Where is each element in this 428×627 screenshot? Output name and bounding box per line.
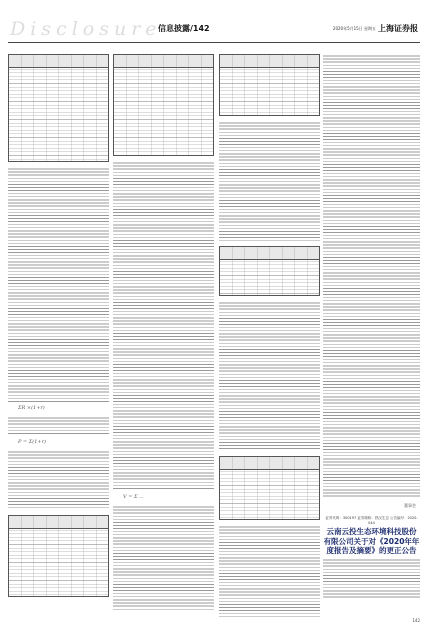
masthead-word: Disclosure bbox=[10, 18, 162, 40]
financial-table bbox=[113, 54, 214, 156]
body-text-block bbox=[323, 558, 420, 598]
announcement-code: 证券代码：300197 证券简称：铁汉生态 公告编号：2020-044 bbox=[325, 516, 418, 525]
announcement-heading bbox=[323, 513, 420, 558]
financial-table bbox=[219, 54, 320, 116]
body-text-block bbox=[8, 167, 109, 402]
column-4 bbox=[323, 54, 420, 619]
body-text-block bbox=[219, 301, 320, 451]
page-header bbox=[8, 18, 420, 43]
body-text-block bbox=[219, 525, 320, 619]
financial-table bbox=[219, 246, 320, 296]
body-text-block bbox=[8, 416, 109, 436]
body-text-block bbox=[219, 121, 320, 241]
body-text-block bbox=[113, 505, 214, 610]
column-2 bbox=[113, 54, 214, 619]
formula: V = Σ ... bbox=[123, 494, 144, 500]
section-label: 信息披露/142 bbox=[158, 24, 210, 33]
dateline: 2020年5月15日 星期五 bbox=[332, 26, 376, 31]
signature-line: 董事会 bbox=[404, 503, 416, 508]
announcement-title: 云南云投生态环境科技股份有限公司关于对《2020年年度报告及摘要》的更正公告 bbox=[323, 527, 420, 555]
formula: P = Σ(1+r) bbox=[18, 439, 46, 445]
column-1 bbox=[8, 54, 109, 619]
body-text-block bbox=[113, 161, 214, 491]
column-3 bbox=[219, 54, 320, 619]
formula: ΣR ×(1+r) bbox=[18, 405, 45, 411]
page-number: 142 bbox=[412, 618, 420, 623]
financial-table bbox=[219, 456, 320, 520]
financial-table bbox=[8, 515, 109, 597]
body-text-block bbox=[8, 450, 109, 510]
body-text-block bbox=[323, 54, 420, 499]
newspaper-name: 上海证券报 bbox=[378, 23, 418, 33]
financial-table bbox=[8, 54, 109, 162]
